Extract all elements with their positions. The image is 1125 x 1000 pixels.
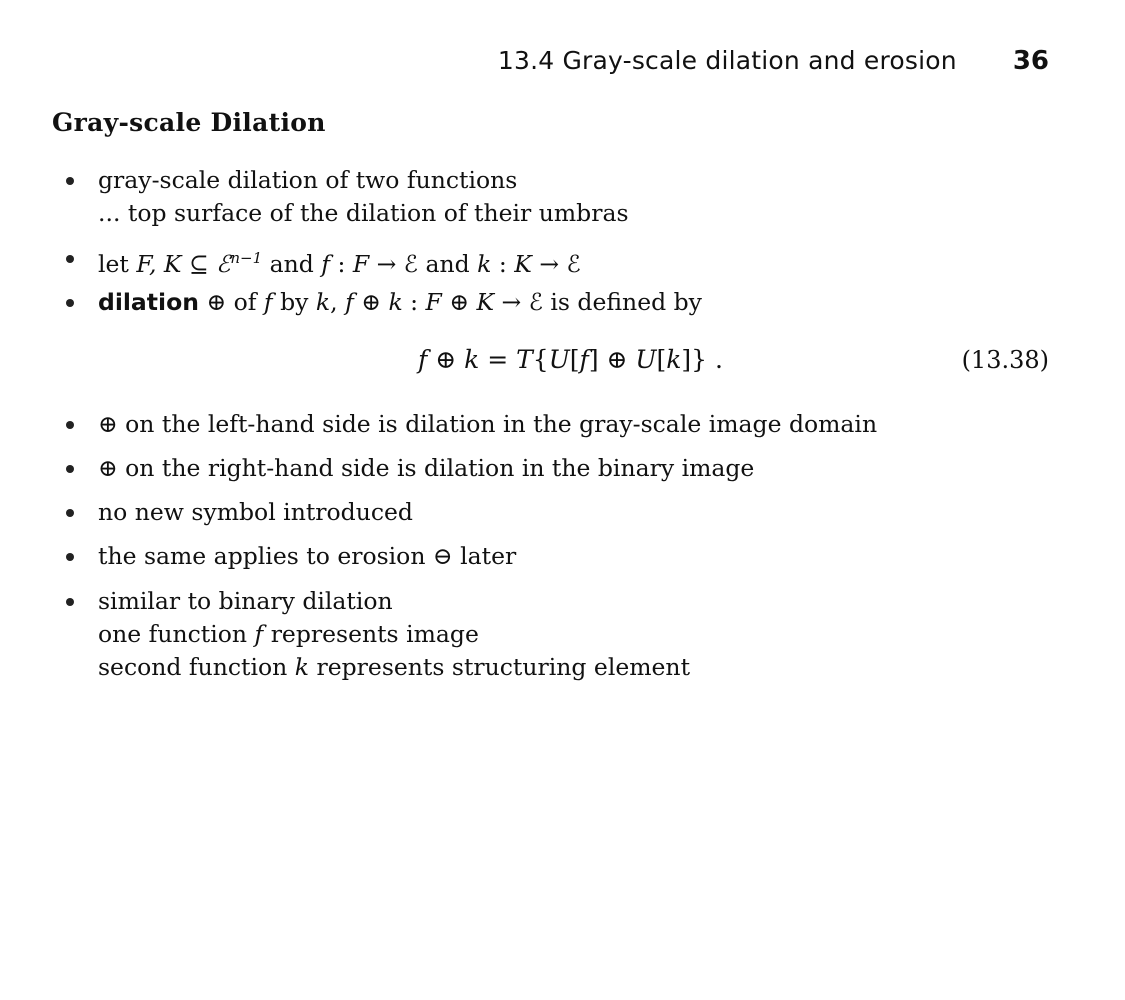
display-equation: f ⊕ k = T{U[f] ⊕ U[k]} .	[418, 345, 723, 374]
equation-number: (13.38)	[961, 346, 1049, 374]
bullet-text: second function k represents structuring element	[98, 653, 691, 681]
bullet-icon	[66, 421, 74, 429]
list-item	[66, 496, 413, 529]
list-item	[66, 242, 581, 281]
bullet-text: no new symbol introduced	[98, 498, 413, 526]
running-header	[498, 46, 1049, 76]
list-item	[66, 408, 877, 441]
bullet-text: ⊕ on the left-hand side is dilation in the gray-scale image domain	[98, 410, 878, 438]
bullet-text: dilation ⊕ of f by k, f ⊕ k : F ⊕ K → ℰ is defined by	[98, 288, 702, 316]
bullet-icon	[66, 553, 74, 561]
bullet-text: the same applies to erosion ⊖ later	[98, 542, 517, 570]
bullet-icon	[66, 509, 74, 517]
bullet-icon	[66, 177, 74, 185]
bullet-icon	[66, 465, 74, 473]
page-number: 36	[1012, 46, 1049, 76]
bullet-icon	[66, 299, 74, 307]
bullet-text: ... top surface of the dilation of their umbras	[98, 199, 629, 227]
bullet-text: similar to binary dilation	[98, 587, 393, 615]
header-section-title: 13.4 Gray-scale dilation and erosion	[497, 46, 957, 75]
bullet-text: one function f represents image	[98, 620, 479, 648]
list-item	[66, 585, 690, 684]
bullet-text: gray-scale dilation of two functions	[98, 166, 518, 194]
term-dilation: dilation	[98, 288, 199, 316]
section-heading: Gray-scale Dilation	[52, 108, 326, 137]
bullet-icon	[66, 598, 74, 606]
bullet-text: let F, K ⊆ ℰ$^{n-1}$ and f : F → ℰ and k : K → ℰ	[98, 249, 581, 278]
bullet-text: ⊕ on the right-hand side is dilation in the binary image	[98, 454, 755, 482]
list-item	[66, 452, 754, 485]
bullet-icon	[66, 255, 74, 263]
list-item	[66, 286, 702, 319]
list-item	[66, 540, 516, 573]
list-item	[66, 164, 629, 230]
